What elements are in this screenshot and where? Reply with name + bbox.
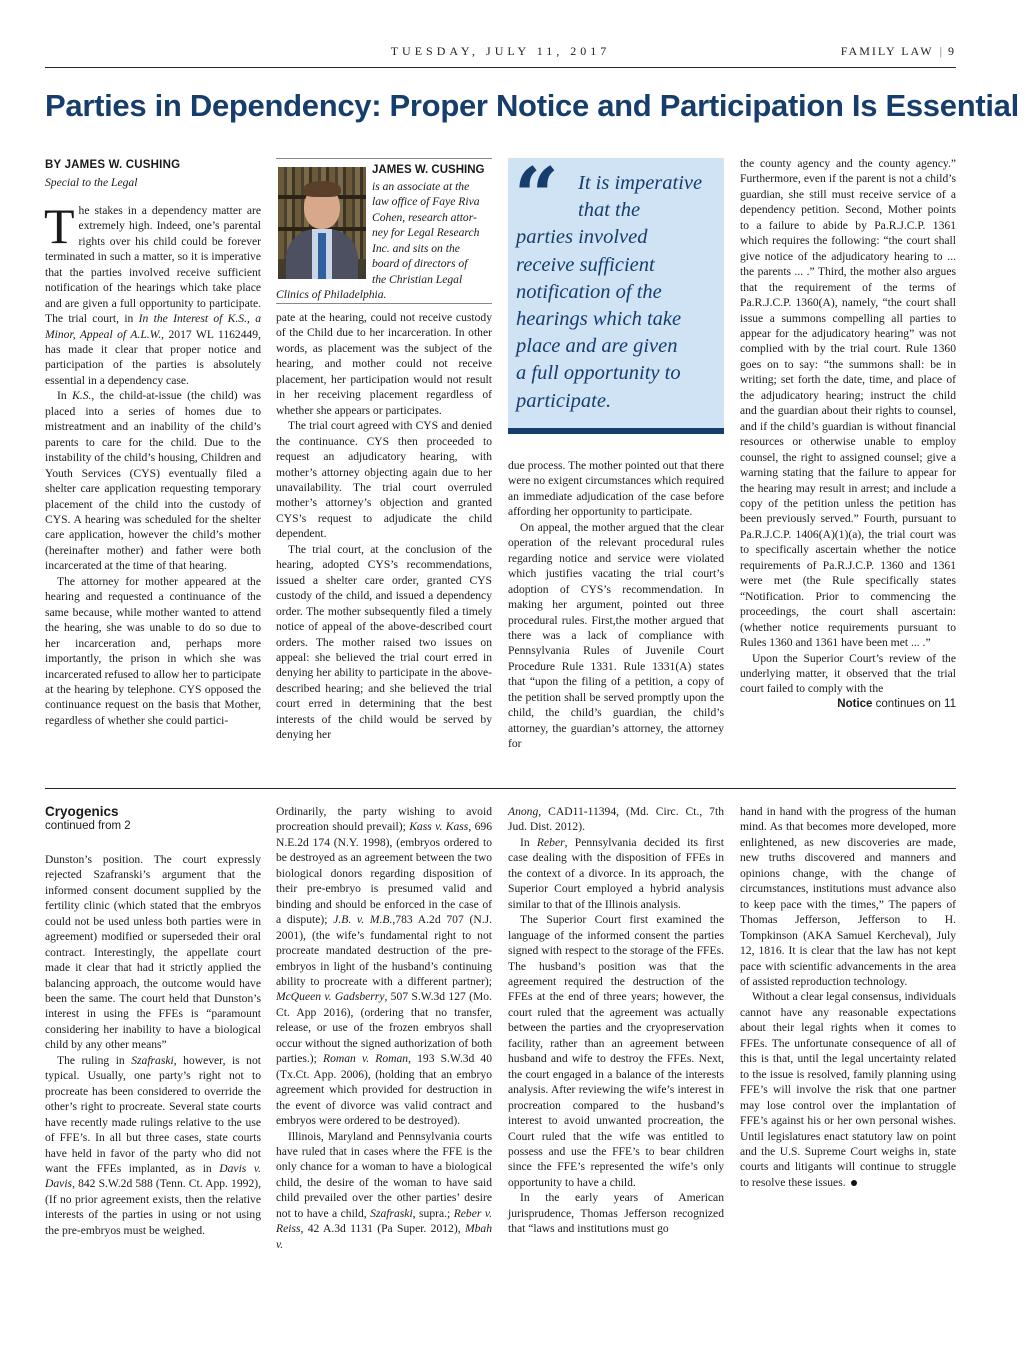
article-paragraph: Illinois, Maryland and Pennsylvania courts have ruled that in cases where the FFE is the only chance for a woman to have a biological child, the desire of the woman to have said child prevailed over the other parties’ desire not to have a child, Szafraski, supra.; Reber v. Reiss, 42 A.3d 1131 (Pa Super. 2012), Mbah v. <box>276 1129 493 1251</box>
section-divider <box>45 788 956 789</box>
article-paragraph: The stakes in a dependency matter are extremely high. Indeed, one’s parental rights over his child could be forever terminated in such a matter, so it is imperative that the parties involved receive sufficient notification of the hearings which take place and are given a full opportunity to participate. The trial court, in In the Interest of K.S., a Minor, Appeal of A.L.W., 2017 WL 1162449, has made it clear that proper notice and participation of the parties is absolutely essential in a dependency case. <box>44 197 262 387</box>
article-paragraph: Ordinarily, the party wishing to avoid procreation should prevail); Kass v. Kass, 696 N.E.2d 174 (N.Y. 1998), (embryos ordered to be destroyed as an agreement between the two biological donors regarding disposition of their pre-embryo is presumed valid and binding and should be enforced in the case of a dispute); J.B. v. M.B.,783 A.2d 707 (N.J. 2001), (the wife’s fundamental right to not procreate mandated destruction of the pre-embryos in light of the husband’s continuing ability to procreate with a different partner); McQueen v. Gadsberry, 507 S.W.3d 127 (Mo. Ct. App 2016), (ordering that no transfer, release, or use of the frozen embryos shall occur without the signed authorization of both parties.); Roman v. Roman, 193 S.W.3d 40 (Tx.Ct. App. 2006), (holding that an embryo agreement which provided for destruction in the event of divorce was valid contract and embryos were ordered to be destroyed). <box>276 805 493 1128</box>
article-column-2 <box>276 310 492 743</box>
article-paragraph: hand in hand with the progress of the human mind. As that becomes more developed, more enlightened, as new discoveries are made, new truths discovered and manners and opinions change, with the change of circumstances, institutions must advance also to keep pace with the times,” The papers of Thomas Jefferson, Jefferson to H. Tompkinson (AKA Samuel Kercheval), July 12, 1816. It is clear that the law has not kept pace with scientific advancements in the area of assisted reproduction technology. <box>740 805 956 988</box>
article-paragraph: In K.S., the child-at-issue (the child) was placed into a series of homes due to mistreatment and an inability of the child’s parents to care for the child. Due to the instability of the child’s housing, Children and Youth Services (CYS) eventually filed a shelter care application requesting temporary placement of the child into the custody of CYS. A hearing was scheduled for the shelter care application, however the child’s mother (hereinafter mother) and father were both incarcerated at the time of that hearing. <box>45 389 261 573</box>
issue-date: TUESDAY, JULY 11, 2017 <box>390 44 611 58</box>
article-paragraph: The Superior Court first examined the language of the informed consent the parties signed with respect to the storage of the FFEs. The husband’s position was that the agreement required the destruction of the FFEs at the end of three years; however, the court ruled that the agreement was actually between the parties and the cryopreservation facility, rather than an agreement between husband and wife to destroy the FFEs. Next, the court engaged in a balance of the interests analysis. After reviewing the wife’s interest in procreation compared to the husband’s interest to avoid unwanted procreation, the Court ruled that the wife was entitled to possess and use the FFE’s to bear children since the FFE’s represented the wife’s only opportunity to have a child. <box>508 913 724 1189</box>
article-paragraph: pate at the hearing, could not receive custody of the Child due to her incarceration. In other words, as placement was the subject of the hearing, and mother could not receive placement, her participation would not result in her receiving placement regardless of whether she appears or participates. <box>276 311 492 417</box>
byline-credit: Special to the Legal <box>45 176 138 190</box>
section-name: FAMILY LAW <box>840 44 934 58</box>
article-headline: Parties in Dependency: Proper Notice and Participation Is Essential <box>45 88 1019 123</box>
quote-mark-icon: “ <box>514 151 559 242</box>
article-column-1 <box>45 158 261 728</box>
drop-cap: T <box>44 197 75 254</box>
author-bio-box <box>276 158 492 304</box>
article-paragraph: Without a clear legal consensus, individuals cannot have any reasonable expectations about their legal rights when it comes to FFEs. The unfortunate consequence of all of this is that, until the legal uncertainty related to the issue is resolved, family planning using FFE’s will involve the risk that one partner may lose control over the implantation of FFE’s against his or her own personal wishes. Until legislatures enact statutory law on point and the U.S. Supreme Court weighs in, state courts and litigants will continue to struggle to resolve these issues. <box>740 990 956 1189</box>
cryogenics-column-3 <box>508 804 724 1237</box>
article-paragraph: The ruling in Szafraski, however, is not typical. Usually, one party’s right not to procreate has been considered to override the other’s right to procreate. Several state courts have recently made rulings relative to the use of FFE’s. In all but three cases, state courts have held in favor of the party who did not want the FFEs implanted, as in Davis v. Davis, 842 S.W.2d 588 (Tenn. Ct. App. 1992), (If no prior agreement exists, then the relative interests of the parties in using or not using the pre-embryos must be weighed. <box>45 1053 261 1237</box>
bio-text: is an associate at the law office of Faye Riva Cohen, research attor- ney for Legal Research Inc. and sits on the board of directors of the Christian Legal Clinics of Philadelphia. <box>276 180 480 302</box>
byline-author: BY JAMES W. CUSHING <box>45 159 181 171</box>
article-column-4 <box>740 156 956 712</box>
article-paragraph: the county agency and the county agency.” Furthermore, even if the parent is not a child’s guardian, she still must receive service of a dependency petition. Second, Mother points to a failure to abide by Pa.R.J.C.P. 1361 which requires the following: “the court shall give notice of the adjudicatory hearing to ... the parents ... .” Third, the mother also argues that the requirement of the terms of Pa.R.J.C.P. 1360(A), namely, “the court shall issue a summons compelling all parties to appear for the adjudicatory hearing” was not complied with by the trial court. Rule 1360 goes on to say: “the summons shall: be in writing; set forth the date, time, and place of the adjudicatory hearing; instruct the child and the guardian about their rights to counsel, and if the child’s guardian is without financial resources or otherwise unable to employ counsel, the right to assigned counsel; give a warning stating that the failure to appear for the hearing may result in arrest; and include a copy of the petition unless the petition has been previously served.” Fourth, pursuant to Pa.R.J.C.P. 1406(A)(1)(a), the trial court was to specifically ascertain whether the notice requirements of Pa.R.J.C.P. 1360 and 1361 were met (the Rule specifically states “Notification. Prior to commencing the proceedings, the court shall ascertain: (whether notice requirements pursuant to Rules 1360 and 1361 have been met ... .” <box>740 157 956 650</box>
article-paragraph: Dunston’s position. The court expressly rejected Szafranski’s argument that the informed consent document supplied by the fertility clinic (which stated that the embryos could not be used unless both parties were in agreement) modified or superseded their oral contract. Interestingly, the appellate court made it clear that had it strictly applied the balancing approach, the outcome would have been the same. The court held that Dunston’s interest in using the FFEs is “paramount considering her inability to have a biological child by any other means” <box>45 852 261 1052</box>
pull-quote-text: It is imperative that the parties involved receive sufficient notification of the hearings which take place and are given a full opportunity to participate. <box>516 172 703 412</box>
article-paragraph: Upon the Superior Court’s review of the underlying matter, it observed that the trial court failed to comply with the <box>740 651 956 696</box>
article-column-3 <box>508 458 724 752</box>
article-paragraph: On appeal, the mother argued that the clear operation of the relevant procedural rules regarding notice and service were violated which justifies vacating the trial court’s adoption of CYS’s recommendation. In making her argument, pointed out three procedural rules. First,the mother argued that there was a lack of compliance with Pennsylvania Rules of Juvenile Court Procedure Rule 1331. Rule 1331(A) states that “upon the filing of a petition, a copy of the petition shall be served promptly upon the child, the child’s guardian, the child’s attorney, the guardian’s attorney, the attorney for <box>508 520 724 751</box>
article-paragraph: Anong, CAD11-11394, (Md. Circ. Ct., 7th Jud. Dist. 2012). <box>508 805 724 834</box>
article-paragraph: due process. The mother pointed out that there were no exigent circumstances which required an immediate adjudication of the case before affording her opportunity to participate. <box>508 459 724 519</box>
cryogenics-column-1 <box>45 804 261 1238</box>
continued-from: continued from 2 <box>45 820 131 833</box>
article-paragraph: The attorney for mother appeared at the hearing and requested a continuance of the same because, while mother wanted to attend the hearing, she was unable to do so due to her incarceration and, perhaps more importantly, the prison in which she was incarcerated refused to allow her to participate at the hearing by telephone. CYS opposed the continuance request on the basis that Mother, regardless of whether she could partici- <box>45 574 261 727</box>
end-mark-icon <box>851 1180 857 1186</box>
cryogenics-column-2 <box>276 804 492 1252</box>
section-label: FAMILY LAW | 9 <box>840 44 956 58</box>
cryogenics-column-4 <box>740 804 956 1190</box>
jump-line[interactable]: Notice continues on 11 <box>837 697 956 710</box>
running-header <box>45 40 956 68</box>
cryogenics-title: Cryogenics <box>45 804 119 819</box>
article-paragraph: In Reber, Pennsylvania decided its first case dealing with the disposition of FFEs in the context of a divorce. In its approach, the Superior Court employed a hybrid analysis similar to that of the Illinois analysis. <box>508 835 724 911</box>
pull-quote <box>508 151 724 434</box>
article-paragraph: The trial court agreed with CYS and denied the continuance. CYS then proceeded to request an adjudicatory hearing, with mother’s attorney objecting again due to her unavailability. The trial court overruled mother’s attorney’s objection and granted CYS’s request to adjudicate the child dependent. <box>276 419 492 541</box>
article-paragraph: The trial court, at the conclusion of the hearing, adopted CYS’s recommendations, issued a shelter care order, granted CYS custody of the child, and issued a dependency order. The mother subsequently filed a timely notice of appeal of the above-described court orders. The mother raised two issues on appeal: she believed the trial court erred in denying her ability to participate in the above-described hearing; and she believed the trial court erred in determining that the best interests of the child would be served by denying her <box>276 542 492 742</box>
bio-name: JAMES W. CUSHING <box>372 164 485 176</box>
article-paragraph: In the early years of American jurisprudence, Thomas Jefferson recognized that “laws and institutions must go <box>508 1191 724 1236</box>
page-number: 9 <box>948 44 956 58</box>
